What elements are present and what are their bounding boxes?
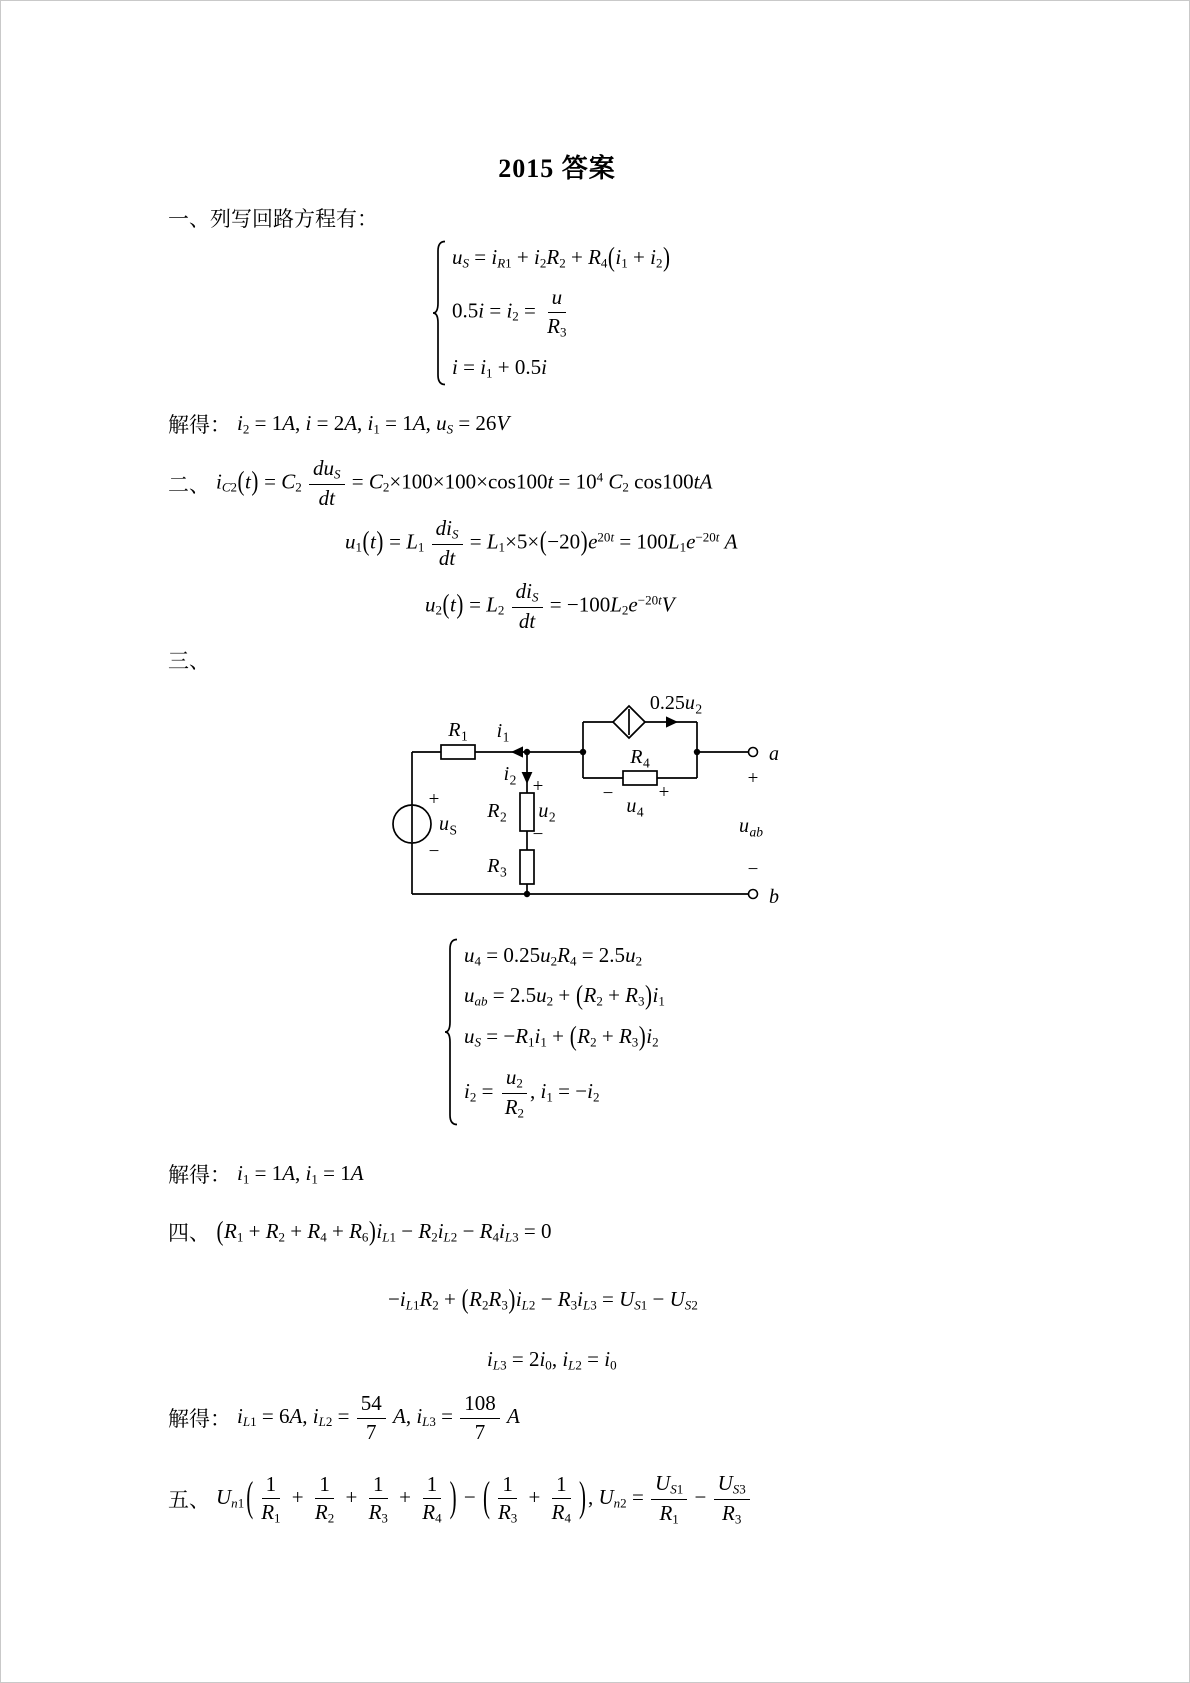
- section-3-label: 三、: [168, 649, 210, 673]
- circuit-label-u2-minus: −: [532, 824, 544, 845]
- junction-dot: [580, 749, 586, 755]
- circuit-label-u4-plus: +: [658, 782, 670, 803]
- section-5-row: [168, 1472, 752, 1527]
- equation-mesh-2: $-i_{L1}R_2 + (R_2R_3)i_{L2} - R_3i_{L3} = U_{S1} - U_{S2}$: [388, 1283, 698, 1315]
- section-1-heading-row: [168, 203, 378, 233]
- junction-dot: [524, 891, 530, 897]
- equation-u2: $u_2(t) = L_2$ $\frac{di_S}{dt}$ = $-100L_2e^{-20t}V$: [425, 579, 675, 633]
- source-current-arrow: [666, 716, 678, 727]
- circuit-label-uab-voltage: $u_{ab}$: [739, 815, 763, 840]
- equation-row: [452, 280, 670, 346]
- solution-4: $i_{L1} = 6A$, $i_{L2}$ = $\frac{54}{7}$ A, $i_{L3}$ = $\frac{108}{7}$ A: [237, 1391, 520, 1444]
- section-5-label: 五、: [168, 1488, 210, 1513]
- system-brace: [432, 240, 447, 386]
- solution-2-row: [168, 1159, 364, 1189]
- resistor-r1: [441, 745, 475, 759]
- section-2-row: [168, 457, 712, 510]
- equation-mesh-2-row: [388, 1283, 698, 1315]
- circuit-label-r2: $R_2$: [487, 800, 507, 825]
- solution-1-row: [168, 409, 509, 439]
- solution-4-row: [168, 1392, 520, 1444]
- circuit-label-u2-plus: +: [532, 776, 544, 797]
- i2-arrow: [522, 772, 533, 784]
- equation-system-1: [432, 240, 670, 386]
- equation-row: [452, 350, 670, 386]
- equation: $u_S = i_{R1} + i_2R_2 + R_4(i_1 + i_2)$: [452, 241, 670, 273]
- equation-u2-row: [425, 580, 675, 633]
- equation-mesh-3-row: [487, 1347, 617, 1373]
- dependent-current-source: [613, 706, 645, 738]
- resistor-r3: [520, 850, 534, 884]
- system-1-rows: [452, 240, 670, 386]
- circuit-diagram: [383, 640, 803, 925]
- system-brace: [444, 938, 459, 1126]
- equation: $i_2$ = $\frac{u_2}{R_2}$ , $i_1 = -i_2$: [464, 1064, 600, 1120]
- circuit-label-terminal-a-label: a: [769, 743, 779, 765]
- equation-row: [464, 1060, 665, 1126]
- equation-row: [464, 938, 665, 974]
- solution-2: $i_1 = 1A$, $i_1 = 1A$: [237, 1160, 364, 1187]
- section-4-row: [168, 1217, 551, 1247]
- solve-label: 解得：: [168, 1407, 231, 1432]
- section-1-heading: 一、列写回路方程有：: [168, 207, 378, 231]
- equation-row: [464, 1019, 665, 1056]
- solution-1: $i_2 = 1A$, i = 2A, $i_1 = 1A$, $u_S = 26V$: [237, 410, 510, 437]
- circuit-label-uab-plus: +: [747, 768, 759, 789]
- junction-dot: [524, 749, 530, 755]
- solve-label: 解得：: [168, 413, 231, 437]
- circuit-label-u4-voltage: $u_4$: [626, 795, 644, 820]
- equation-node: $U_{n1}$( $\frac{1}{R_1}$ + $\frac{1}{R_2}$ + $\frac{1}{R_3}$ + $\frac{1}{R_4}$ ) − ( $\frac{1}{R_3}$ + $\frac{1}{R_4}$ ), $U_{n2}$ = $\frac{U_{S1}}{R_1}$ − $\frac{U_{S3}}{R_3}$: [216, 1472, 752, 1527]
- equation-row: [452, 240, 670, 276]
- circuit-label-us-source: $u_S$: [438, 813, 458, 838]
- section-3-row: [168, 645, 210, 675]
- terminal-a: [749, 748, 758, 757]
- resistor-r4: [623, 771, 657, 785]
- circuit-label-i2-current: $i_2$: [503, 763, 517, 788]
- circuit-label-r3: $R_3$: [487, 855, 507, 880]
- circuit-label-uab-minus: −: [747, 859, 759, 880]
- voltage-source-us: [393, 805, 431, 843]
- equation: $u_S = -R_1i_1 + (R_2 + R_3)i_2$: [464, 1020, 659, 1052]
- page-title: 2015 答案: [498, 154, 616, 183]
- circuit-label-r4: $R_4$: [630, 746, 650, 771]
- equation-ic2: $i_{C2}(t) = C_2$ $\frac{du_S}{dt}$ = $C_2\times 100\times 100\times\cos 100t = 10^4$ $C_2$ cos100tA: [216, 456, 713, 510]
- circuit-label-r1: $R_1$: [448, 719, 468, 744]
- section-4-label: 四、: [168, 1221, 210, 1245]
- equation: $0.5i = i_2$ = $\frac{u}{R_3}$: [452, 285, 567, 340]
- circuit-label-u2-voltage: $u_2$: [538, 800, 556, 825]
- i1-arrow: [511, 746, 523, 757]
- solve-label: 解得：: [168, 1163, 231, 1187]
- equation-u1-row: [345, 517, 738, 570]
- circuit-label-i1-current: $i_1$: [496, 720, 510, 745]
- circuit-label-source-plus: +: [428, 789, 440, 810]
- equation-mesh-3: $i_{L3} = 2i_0$, $i_{L2} = i_0$: [487, 1347, 617, 1373]
- circuit-label-source-minus: −: [428, 841, 440, 862]
- equation-mesh-1: $(R_1 + R_2 + R_4 + R_6)i_{L1} - R_2i_{L2} - R_4i_{L3} = 0$: [216, 1215, 552, 1247]
- circuit-label-u4-minus: −: [602, 783, 614, 804]
- circuit-label-ctrl-source-value: $0.25u_2$: [649, 692, 703, 717]
- section-2-label: 二、: [168, 472, 210, 497]
- junction-dot: [694, 749, 700, 755]
- equation: $u_4 = 0.25u_2R_4 = 2.5u_2$: [464, 942, 643, 969]
- system-2-rows: [464, 938, 665, 1126]
- terminal-b: [749, 890, 758, 899]
- equation: $u_{ab} = 2.5u_2 + (R_2 + R_3)i_1$: [464, 979, 665, 1011]
- circuit-label-terminal-b-label: b: [769, 886, 779, 908]
- equation: $i = i_1 + 0.5i$: [452, 354, 547, 381]
- equation-u1: $u_1(t) = L_1$ $\frac{di_S}{dt}$ = $L_1\times 5\times(-20)e^{20t} = 100L_1e^{-20t}$ A: [345, 516, 738, 570]
- equation-row: [464, 978, 665, 1015]
- equation-system-2: [444, 938, 665, 1126]
